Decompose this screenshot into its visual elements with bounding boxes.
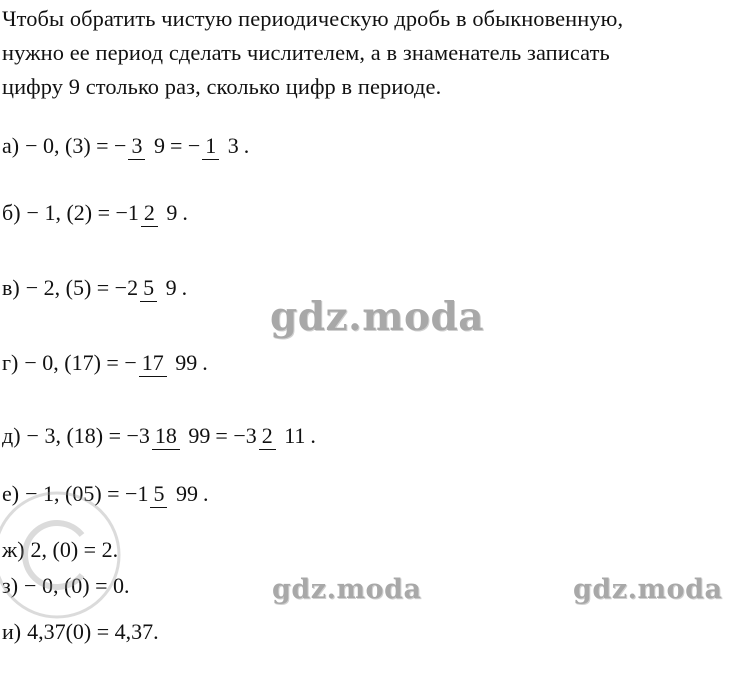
equation-label: д) (2, 423, 21, 448)
fraction (139, 350, 201, 377)
equation-end: . (243, 133, 250, 158)
equation-end: . (202, 481, 209, 506)
fraction (150, 481, 201, 508)
denominator: 9 (166, 199, 178, 225)
intro-line-1: Чтобы обратить чистую периодическую дробь в обыкновенную, (2, 6, 624, 31)
watermark-bottom-right: gdz.moda (573, 574, 723, 605)
denominator: 99 (188, 422, 211, 448)
denominator: 3 (227, 132, 239, 158)
numerator: 3 (128, 135, 145, 160)
equation-text: 4,37(0) = 4,37. (27, 619, 159, 644)
denominator: 99 (175, 480, 198, 506)
equation-label: з) (2, 573, 19, 598)
numerator: 2 (259, 425, 276, 450)
equation-label: ж) (2, 537, 25, 562)
equation-label: г) (2, 350, 19, 375)
equation-e (2, 464, 208, 524)
equation-end: . (310, 423, 316, 448)
equation-v (2, 258, 187, 318)
fraction (259, 423, 309, 450)
equation-label: б) (2, 200, 21, 225)
equation-end: . (182, 200, 188, 225)
equation-a (2, 116, 249, 176)
watermark-main: gdz.moda (270, 294, 485, 340)
equation-label: а) (2, 133, 20, 158)
equation-b (2, 183, 188, 243)
equation-i (2, 602, 159, 662)
fraction (140, 275, 180, 302)
numerator: 2 (141, 202, 158, 227)
equation-lhs: − 0, (3) = − (25, 133, 127, 158)
denominator: 9 (153, 132, 165, 158)
equation-lhs: − 1, (05) = −1 (25, 481, 149, 506)
numerator: 5 (140, 277, 157, 302)
intro-paragraph (2, 2, 742, 104)
intro-line-3: цифру 9 столько раз, сколько цифр в периоде. (2, 74, 442, 99)
numerator: 5 (150, 483, 167, 508)
fraction (152, 423, 214, 450)
equation-mid: = −3 (215, 423, 257, 448)
watermark-bottom-left: gdz.moda (272, 574, 422, 605)
equation-text: 2, (0) = 2. (30, 537, 119, 562)
numerator: 17 (139, 352, 167, 377)
equation-text: − 0, (0) = 0. (24, 573, 130, 598)
equation-end: . (202, 350, 208, 375)
intro-line-2: нужно ее период сделать числителем, а в знаменатель записать (2, 40, 610, 65)
fraction (141, 200, 181, 227)
equation-label: и) (2, 619, 22, 644)
equation-lhs: − 0, (17) = − (24, 350, 137, 375)
equation-label: е) (2, 481, 20, 506)
fraction (128, 133, 168, 160)
equation-lhs: − 1, (2) = −1 (26, 200, 139, 225)
fraction (202, 133, 242, 160)
equation-lhs: − 2, (5) = −2 (25, 275, 139, 300)
numerator: 18 (152, 425, 180, 450)
denominator: 9 (165, 274, 177, 300)
denominator: 99 (175, 349, 198, 375)
equation-end: . (181, 275, 188, 300)
numerator: 1 (202, 135, 219, 160)
equation-d (2, 406, 316, 466)
equation-g (2, 333, 208, 393)
equation-label: в) (2, 275, 20, 300)
equation-lhs: − 3, (18) = −3 (26, 423, 150, 448)
equation-mid: = − (169, 133, 201, 158)
denominator: 11 (284, 422, 306, 448)
